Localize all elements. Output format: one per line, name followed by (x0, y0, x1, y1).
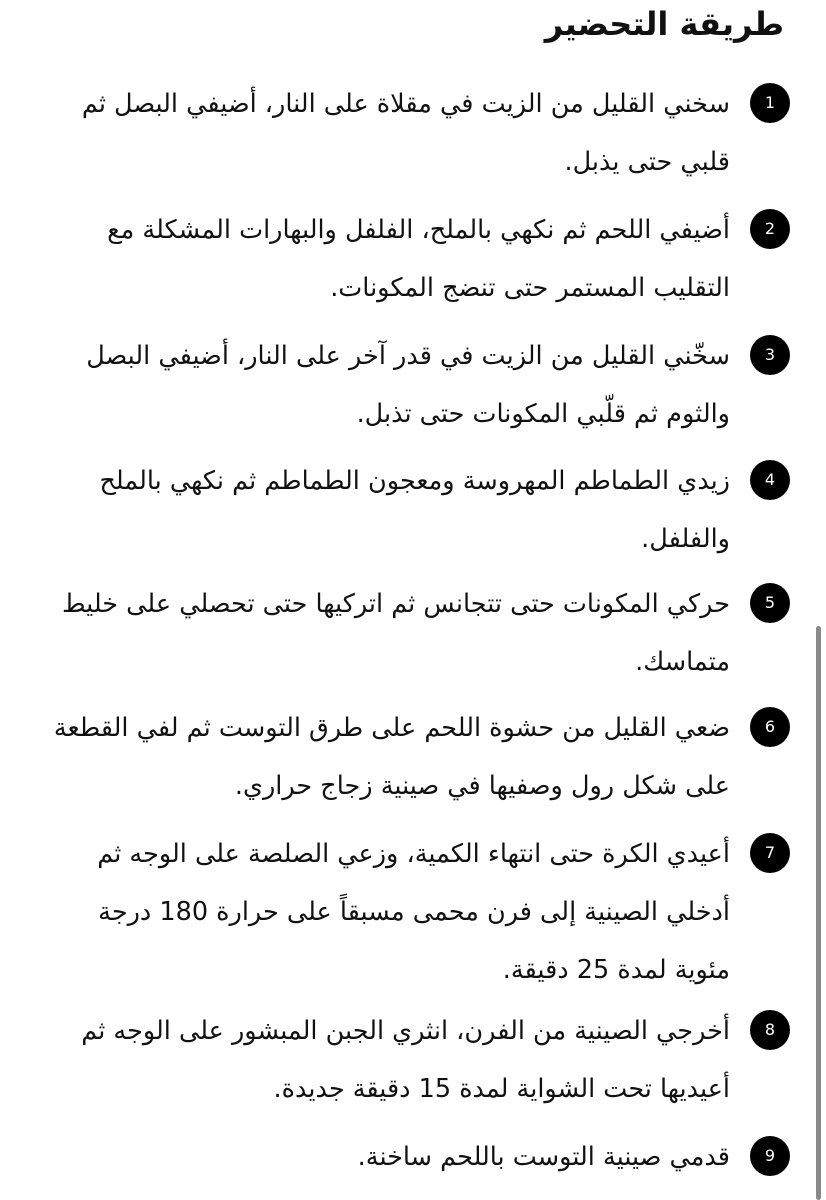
step-text: قدمي صينية التوست باللحم ساخنة. (357, 1142, 730, 1172)
step-text: حركي المكونات حتى تتجانس ثم اتركيها حتى تحصلي على خليط متماسك. (61, 589, 730, 677)
step-text: سخني القليل من الزيت في مقلاة على النار، أضيفي البصل ثم قلبي حتى يذبل. (81, 89, 730, 177)
step-number-badge: 1 (750, 83, 790, 123)
step-text: زيدي الطماطم المهروسة ومعجون الطماطم ثم نكهي بالملح والفلفل. (99, 466, 730, 554)
step-number-badge: 8 (750, 1010, 790, 1050)
step-text: ضعي القليل من حشوة اللحم على طرق التوست ثم لفي القطعة على شكل رول وصفيها في صينية زجاج حراري. (53, 713, 730, 801)
step-number-badge: 7 (750, 833, 790, 873)
step-text: أعيدي الكرة حتى انتهاء الكمية، وزعي الصلصة على الوجه ثم أدخلي الصينية إلى فرن محمى مسبقاً على حرارة 180 درجة مئوية لمدة 25 دقيقة. (97, 839, 730, 985)
section-title: طريقة التحضير (544, 5, 784, 43)
step-number-badge: 5 (750, 583, 790, 623)
step-number-badge: 2 (750, 209, 790, 249)
step-text: أضيفي اللحم ثم نكهي بالملح، الفلفل والبهارات المشكلة مع التقليب المستمر حتى تنضج المكونات. (107, 215, 730, 303)
step-text: سخّني القليل من الزيت في قدر آخر على النار، أضيفي البصل والثوم ثم قلّبي المكونات حتى تذبل. (86, 341, 730, 429)
step-number-badge: 9 (750, 1136, 790, 1176)
vertical-scrollbar[interactable] (816, 626, 821, 1200)
step-text: أخرجي الصينية من الفرن، انثري الجبن المبشور على الوجه ثم أعيديها تحت الشواية لمدة 15 دقيقة جديدة. (81, 1016, 730, 1104)
step-number-badge: 3 (750, 335, 790, 375)
step-number-badge: 6 (750, 707, 790, 747)
step-number-badge: 4 (750, 460, 790, 500)
